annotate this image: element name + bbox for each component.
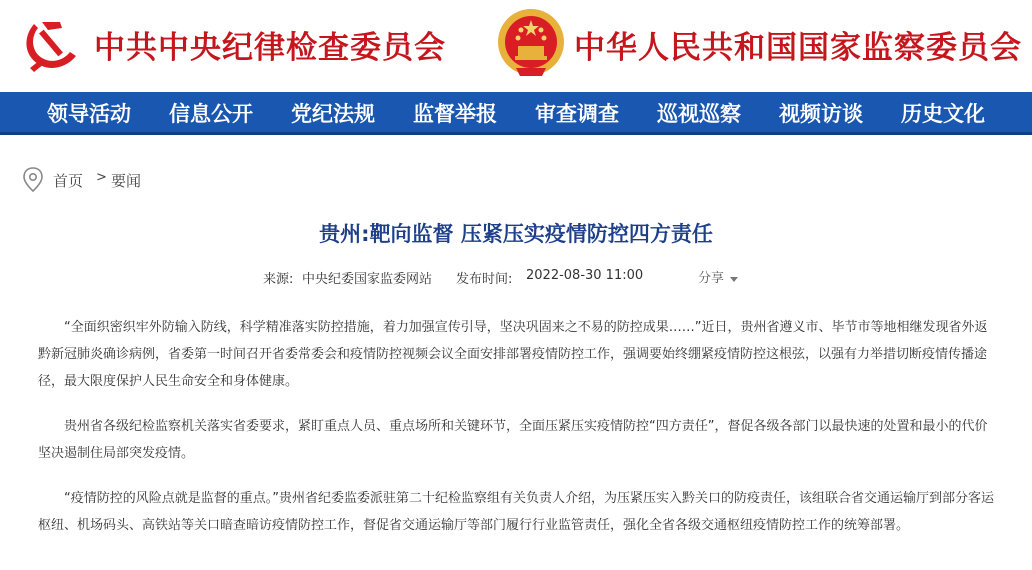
article-title: 贵州:靶向监督 压紧压实疫情防控四方责任 [319, 222, 713, 246]
party-emblem-icon [20, 14, 84, 78]
main-nav [0, 92, 1032, 135]
breadcrumb-news-link[interactable]: 要闻 [111, 172, 142, 190]
publish-date-label: 发布时间: [456, 272, 513, 287]
breadcrumb-separator: > [96, 170, 107, 185]
nav-item-investigation[interactable]: 审查调查 [535, 101, 619, 126]
article-paragraph: 贵州省各级纪检监察机关落实省委要求，紧盯重点人员、重点场所和关键环节，全面压紧压实疫情防控“四方责任”，督促各级各部门以最快速的处置和最小的代价坚决遏制住局部突发疫情。 [38, 419, 988, 461]
nav-item-video[interactable]: 视频访谈 [779, 101, 863, 126]
nav-item-inspection[interactable]: 巡视巡察 [657, 101, 741, 126]
source-value: 中央纪委国家监委网站 [302, 272, 433, 287]
nation-title[interactable]: 中华人民共和国国家监察委员会 [574, 30, 1022, 66]
breadcrumb-home-link[interactable]: 首页 [53, 172, 84, 190]
article-paragraph: “全面织密织牢外防输入防线，科学精准落实防控措施，着力加强宣传引导，坚决巩固来之不易的防控成果……”近日，贵州省遵义市、毕节市等地相继发现省外返黔新冠肺炎确诊病例，省委第一时间召开省委常委会和疫情防控视频会议全面安排部署疫情防控工作，强调要始终绷紧疫情防控这根弦，以强有力举措切断疫情传播途径，最大限度保护人民生命安全和身体健康。 [38, 320, 988, 389]
nav-item-regulations[interactable]: 党纪法规 [291, 101, 375, 126]
article-paragraph: “疫情防控的风险点就是监督的重点。”贵州省纪委监委派驻第二十纪检监察组有关负责人介绍，为压紧压实入黔关口的防疫责任，该组联合省交通运输厅到部分客运枢纽、机场码头、高铁站等关口暗查暗访疫情防控工作，督促省交通运输厅等部门履行行业监管责任，强化全省各级交通枢纽疫情防控工作的统筹部署。 [38, 491, 994, 533]
share-button[interactable] [698, 267, 739, 286]
party-title[interactable]: 中共中央纪律检查委员会 [94, 30, 446, 66]
caret-down-icon [729, 275, 739, 283]
nav-item-info-disclosure[interactable]: 信息公开 [169, 101, 253, 126]
nav-item-history[interactable]: 历史文化 [901, 101, 985, 126]
national-emblem-icon [494, 6, 568, 82]
location-pin-icon [22, 166, 44, 194]
share-label: 分享 [698, 271, 725, 286]
publish-date: 2022-08-30 11:00 [526, 268, 644, 283]
site-header [0, 0, 1032, 92]
nav-item-leadership[interactable]: 领导活动 [47, 101, 131, 126]
source-label: 来源: [263, 272, 294, 287]
nav-item-report[interactable]: 监督举报 [413, 101, 497, 126]
